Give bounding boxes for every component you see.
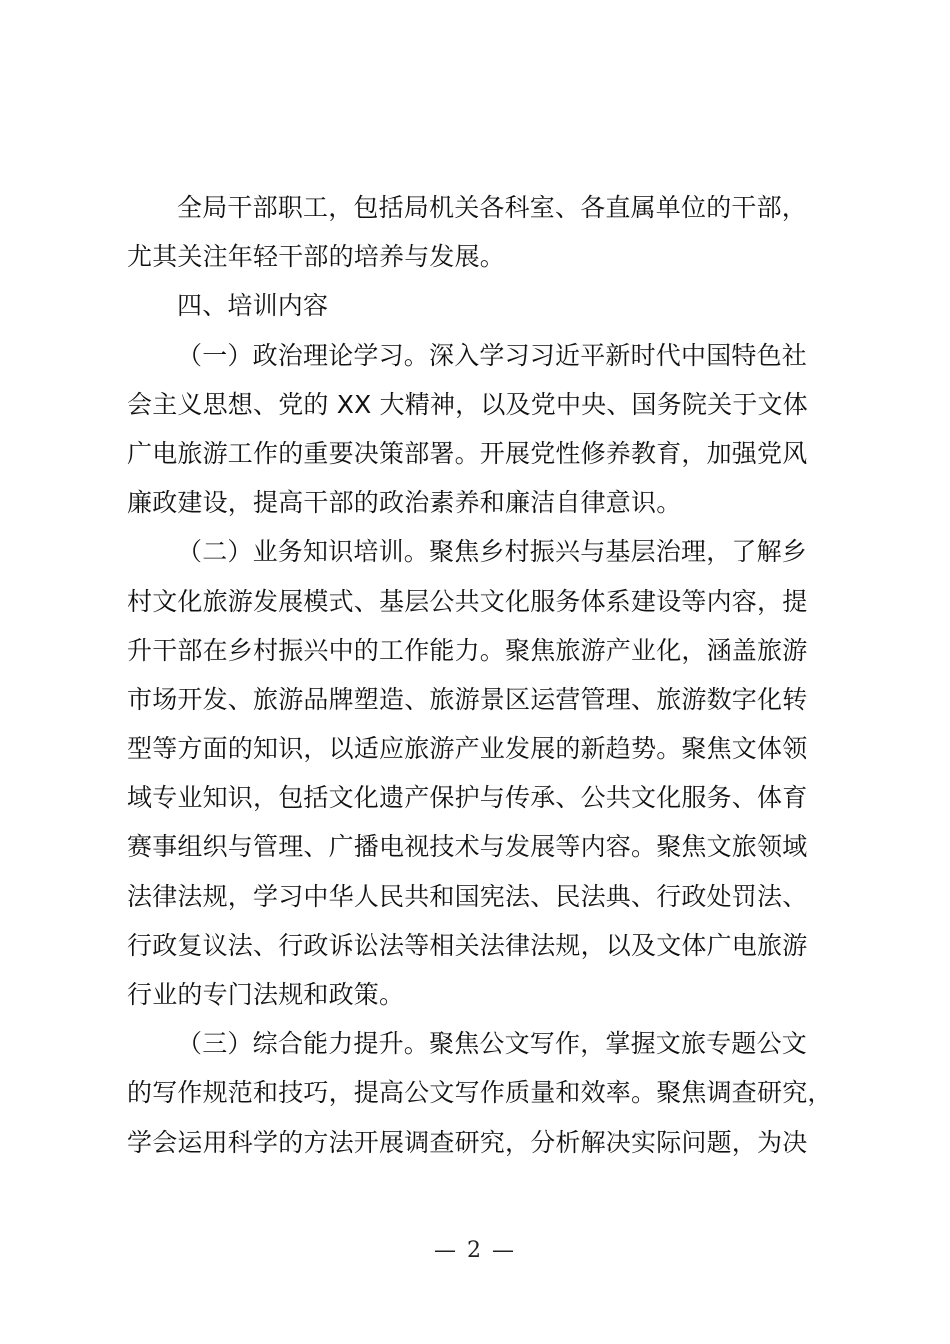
text-line: 廉政建设，提高干部的政治素养和廉洁自律意识。 — [127, 488, 682, 518]
text-line: 法律法规，学习中华人民共和国宪法、民法典、行政处罚法、 — [127, 881, 808, 911]
text-line: 全局干部职工，包括局机关各科室、各直属单位的干部， — [177, 193, 808, 222]
text-line: 型等方面的知识，以适应旅游产业发展的新趋势。聚焦文体领 — [127, 734, 808, 764]
text-line: （一）政治理论学习。深入学习习近平新时代中国特色社 — [177, 340, 808, 370]
text-line: 行业的专门法规和政策。 — [127, 980, 405, 1009]
page-number: — 2 — — [434, 1238, 516, 1263]
section-heading: 四、培训内容 — [177, 291, 329, 321]
text-line: 赛事组织与管理、广播电视技术与发展等内容。聚焦文旅领域 — [127, 832, 808, 862]
text-line: 村文化旅游发展模式、基层公共文化服务体系建设等内容，提 — [127, 586, 808, 616]
text-line: 市场开发、旅游品牌塑造、旅游景区运营管理、旅游数字化转 — [127, 684, 808, 714]
text-line: 行政复议法、行政诉讼法等相关法律法规，以及文体广电旅游 — [127, 930, 808, 960]
text-line: （三）综合能力提升。聚焦公文写作，掌握文旅专题公文 — [177, 1029, 808, 1059]
text-line: 学会运用科学的方法开展调查研究，分析解决实际问题，为决 — [127, 1127, 808, 1157]
text-line: 升干部在乡村振兴中的工作能力。聚焦旅游产业化，涵盖旅游 — [127, 635, 808, 665]
text-line: 尤其关注年轻干部的培养与发展。 — [127, 242, 506, 272]
text-line: （二）业务知识培训。聚焦乡村振兴与基层治理，了解乡 — [177, 537, 808, 567]
body-text — [127, 183, 835, 1167]
text-line: 广电旅游工作的重要决策部署。开展党性修养教育，加强党风 — [127, 438, 808, 468]
text-line: 域专业知识，包括文化遗产保护与传承、公共文化服务、体育 — [127, 783, 808, 813]
text-line: 的写作规范和技巧，提高公文写作质量和效率。聚焦调查研究， — [127, 1078, 833, 1108]
text-line: 会主义思想、党的 XX 大精神，以及党中央、国务院关于文体 — [127, 389, 808, 419]
